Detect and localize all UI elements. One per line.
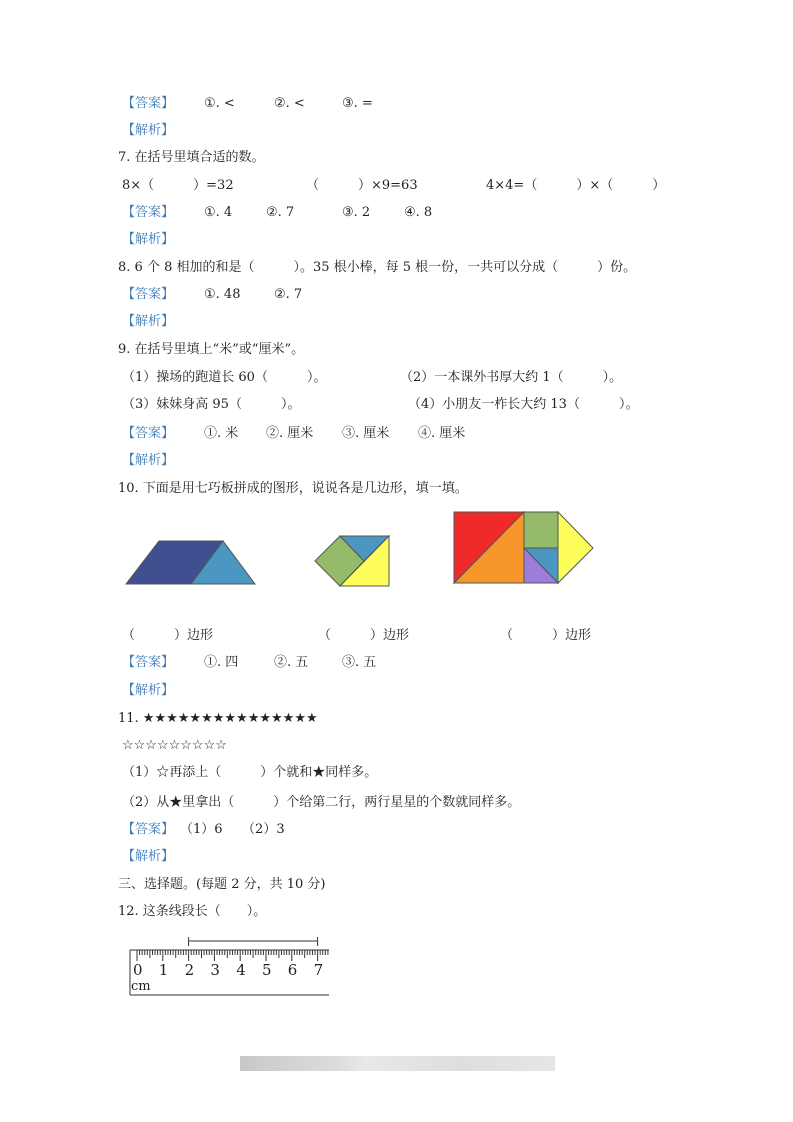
blank-label: （ ）边形	[500, 628, 592, 643]
question-title: 8. 6 个 8 相加的和是（ ）。35 根小棒，每 5 根一份，一共可以分成（ ）份。	[118, 260, 637, 275]
question-title: 9. 在括号里填上“米”或“厘米”。	[118, 342, 305, 357]
answer-item: ③. =	[342, 96, 373, 111]
answer-item: ①. 米	[204, 426, 239, 441]
question-item: 8×（ ）=32	[122, 178, 234, 193]
answer-label: 【答案】	[122, 655, 175, 670]
ruler-label: 2	[184, 961, 195, 979]
answer-item: ③. 五	[342, 655, 377, 670]
analysis-label: 【解析】	[122, 314, 175, 329]
tangram-triangle	[558, 512, 593, 583]
answer-item: ④. 8	[404, 205, 433, 220]
answer-label: 【答案】	[122, 287, 175, 302]
analysis-label: 【解析】	[122, 453, 175, 468]
question-item: （3）妹妹身高 95（ ）。	[122, 397, 301, 412]
answer-item: ②. 五	[274, 655, 309, 670]
answer-label: 【答案】	[122, 205, 175, 220]
answer-item: ③. 厘米	[342, 426, 390, 441]
blank-label: （ ）边形	[122, 628, 214, 643]
question-item: （2）一本课外书厚大约 1（ ）。	[400, 370, 623, 385]
answer-label: 【答案】	[122, 426, 175, 441]
answer-label: 【答案】	[122, 822, 175, 837]
answer-item: ④. 厘米	[418, 426, 466, 441]
answer-item: （1）6 （2）3	[180, 822, 285, 837]
answer-item: ②. 7	[266, 205, 295, 220]
answer-item: ①. 四	[204, 655, 239, 670]
ruler-label: 3	[210, 961, 220, 979]
question-item: （ ）×9=63	[306, 178, 418, 193]
analysis-label: 【解析】	[122, 232, 175, 247]
question-title: 7. 在括号里填合适的数。	[118, 150, 265, 165]
answer-label: 【答案】	[122, 96, 175, 111]
answer-item: ②. <	[274, 96, 305, 111]
star-row: ☆☆☆☆☆☆☆☆☆	[122, 738, 227, 753]
ruler-label: 6	[287, 961, 298, 979]
answer-item: ①. 4	[204, 205, 233, 220]
analysis-label: 【解析】	[122, 683, 175, 698]
question-item: （4）小朋友一柞长大约 13（ ）。	[408, 397, 639, 412]
blurred-footer	[240, 1056, 555, 1071]
question-item: （1）操场的跑道长 60（ ）。	[122, 370, 327, 385]
blank-label: （ ）边形	[318, 628, 410, 643]
tangram-square	[524, 512, 558, 548]
answer-item: ①. 48	[204, 287, 241, 302]
ruler-label: 5	[262, 961, 272, 979]
ruler-label: 1	[158, 961, 169, 979]
question-item: （2）从★里拿出（ ）个给第二行，两行星星的个数就同样多。	[122, 795, 521, 810]
question-title: 10. 下面是用七巧板拼成的图形，说说各是几边形，填一填。	[118, 481, 468, 496]
ruler-label: 7	[313, 961, 324, 979]
ruler-label: 4	[236, 961, 246, 979]
ruler-unit: cm	[131, 979, 151, 994]
analysis-label: 【解析】	[122, 123, 175, 138]
answer-item: ①. <	[204, 96, 235, 111]
section-heading: 三、选择题。(每题 2 分，共 10 分)	[118, 877, 326, 892]
question-item: 4×4=（ ）×（ ）	[486, 178, 666, 193]
ruler-label: 0	[133, 961, 143, 979]
question-title: 11. ★★★★★★★★★★★★★★★	[118, 711, 318, 726]
question-title: 12. 这条线段长（ ）。	[118, 904, 267, 919]
question-item: （1）☆再添上（ ）个就和★同样多。	[122, 765, 378, 780]
analysis-label: 【解析】	[122, 849, 175, 864]
answer-item: ②. 厘米	[266, 426, 314, 441]
answer-item: ②. 7	[274, 287, 303, 302]
answer-item: ③. 2	[342, 205, 371, 220]
